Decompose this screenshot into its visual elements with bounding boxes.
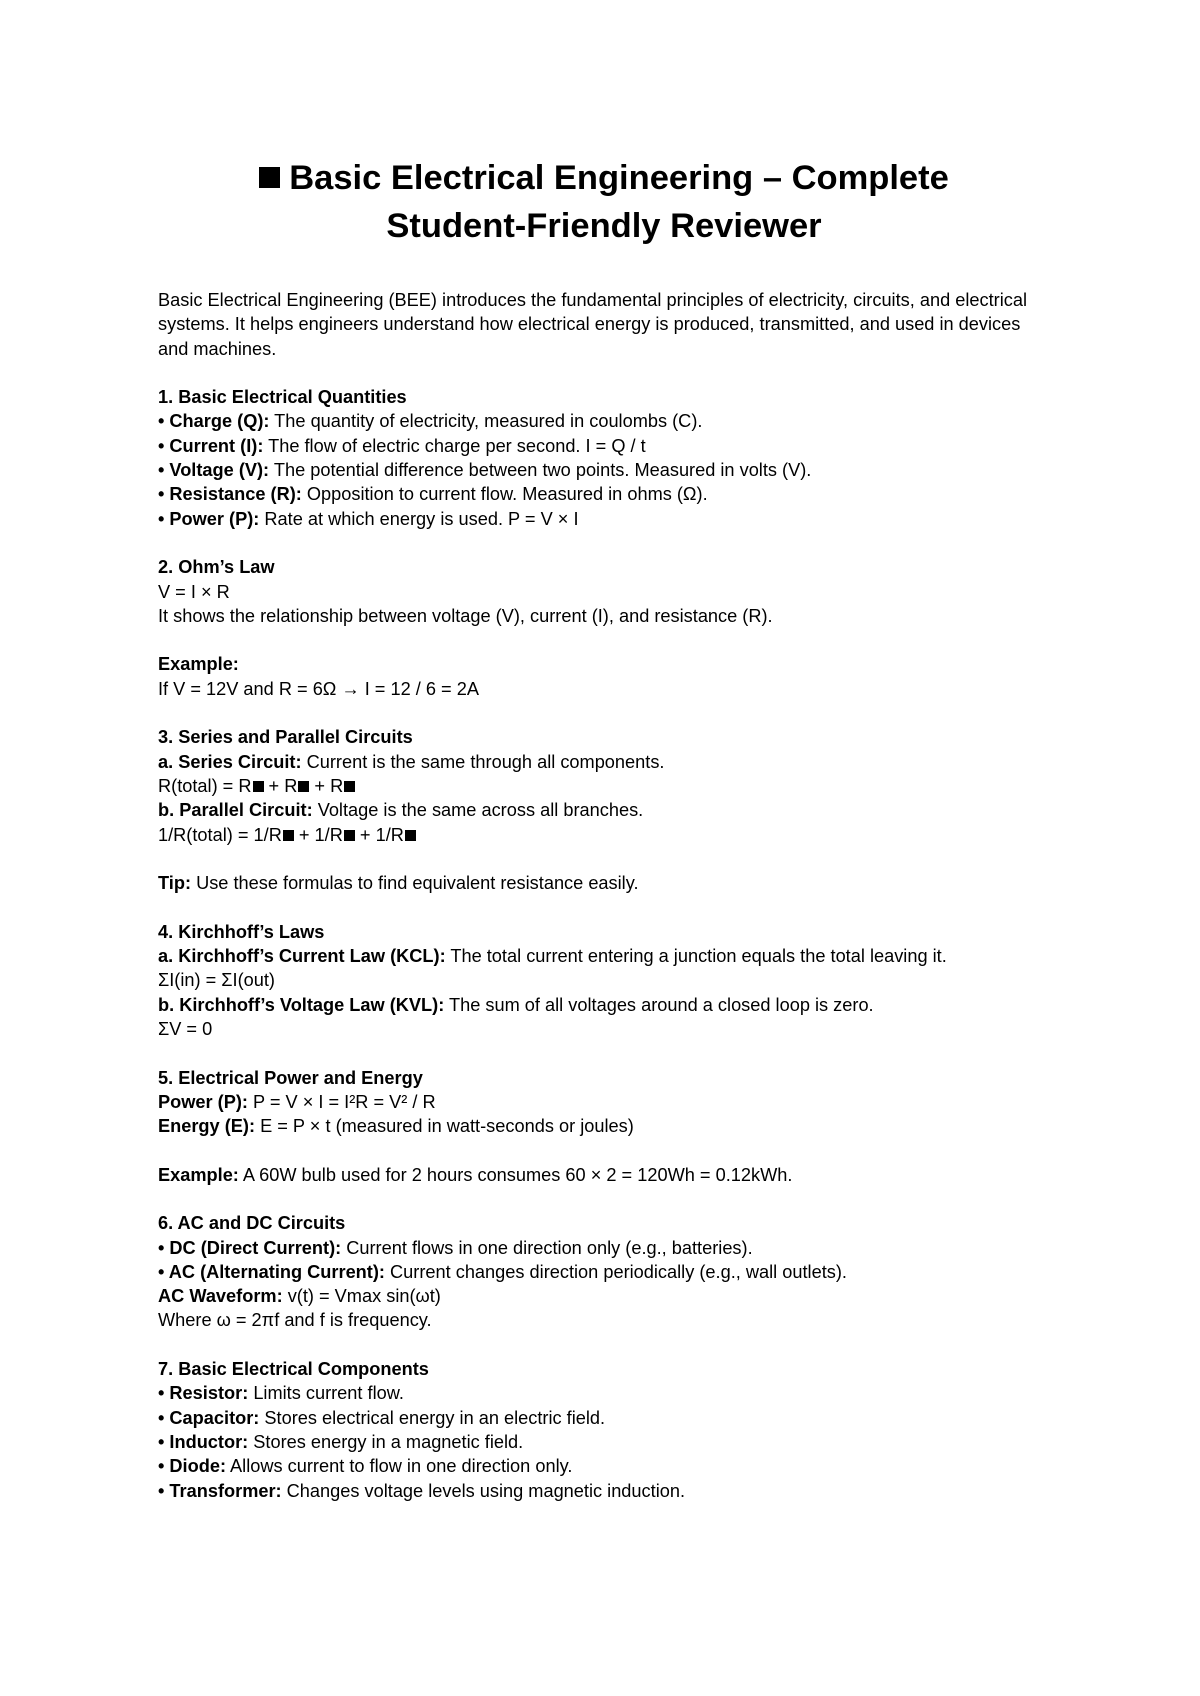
title-line-1 xyxy=(158,154,1050,202)
tip-line: Tip: Use these formulas to find equivalent resistance easily. xyxy=(158,873,639,894)
list-item-resistance: • Resistance (R): Opposition to current flow. Measured in ohms (Ω). xyxy=(158,484,708,505)
subscript-glyph-icon xyxy=(298,781,309,792)
list-item-current: • Current (I): The flow of electric charge per second. I = Q / t xyxy=(158,435,646,456)
example-label: Example: xyxy=(158,654,239,675)
list-item-dc: • DC (Direct Current): Current flows in one direction only (e.g., batteries). xyxy=(158,1237,753,1258)
list-item-charge: • Charge (Q): The quantity of electricity, measured in coulombs (C). xyxy=(158,411,703,432)
section-6-heading: 6. AC and DC Circuits xyxy=(158,1213,346,1234)
series-circuit-line: a. Series Circuit: Current is the same through all components. xyxy=(158,751,665,772)
list-item-inductor: • Inductor: Stores energy in a magnetic field. xyxy=(158,1431,524,1452)
list-item-diode: • Diode: Allows current to flow in one direction only. xyxy=(158,1456,573,1477)
list-item-power: • Power (P): Rate at which energy is used. P = V × I xyxy=(158,508,579,529)
subscript-glyph-icon xyxy=(405,830,416,841)
section-1-heading: 1. Basic Electrical Quantities xyxy=(158,387,407,408)
ac-waveform-line: AC Waveform: v(t) = Vmax sin(ωt) xyxy=(158,1286,441,1307)
parallel-circuit-line: b. Parallel Circuit: Voltage is the same across all branches. xyxy=(158,800,644,821)
section-2-heading: 2. Ohm’s Law xyxy=(158,557,275,578)
kcl-formula: ΣI(in) = ΣI(out) xyxy=(158,970,275,991)
list-item-capacitor: • Capacitor: Stores electrical energy in an electric field. xyxy=(158,1407,606,1428)
parallel-formula: 1/R(total) = 1/R + 1/R + 1/R xyxy=(158,823,1050,847)
subscript-glyph-icon xyxy=(344,830,355,841)
kcl-line: a. Kirchhoff’s Current Law (KCL): The total current entering a junction equals the total leaving it. xyxy=(158,946,947,967)
ohms-law-formula: V = I × R xyxy=(158,581,230,602)
ohms-law-description: It shows the relationship between voltage (V), current (I), and resistance (R). xyxy=(158,605,773,626)
power-example-line: Example: A 60W bulb used for 2 hours consumes 60 × 2 = 120Wh = 0.12kWh. xyxy=(158,1164,793,1185)
ohms-law-example: If V = 12V and R = 6Ω → I = 12 / 6 = 2A xyxy=(158,678,479,699)
document-body xyxy=(158,288,1050,1503)
power-formula-line: Power (P): P = V × I = I²R = V² / R xyxy=(158,1091,436,1112)
section-4-heading: 4. Kirchhoff’s Laws xyxy=(158,921,325,942)
title-square-bullet-icon xyxy=(259,167,280,188)
document-title xyxy=(158,154,1050,250)
list-item-ac: • AC (Alternating Current): Current changes direction periodically (e.g., wall outlets). xyxy=(158,1261,847,1282)
series-formula: R(total) = R + R + R xyxy=(158,774,1050,798)
section-5-heading: 5. Electrical Power and Energy xyxy=(158,1067,423,1088)
title-line-2: Student-Friendly Reviewer xyxy=(386,207,822,245)
subscript-glyph-icon xyxy=(283,830,294,841)
energy-formula-line: Energy (E): E = P × t (measured in watt-seconds or joules) xyxy=(158,1116,634,1137)
subscript-glyph-icon xyxy=(344,781,355,792)
section-3-heading: 3. Series and Parallel Circuits xyxy=(158,727,413,748)
ac-frequency-line: Where ω = 2πf and f is frequency. xyxy=(158,1310,432,1331)
kvl-line: b. Kirchhoff’s Voltage Law (KVL): The sum of all voltages around a closed loop is zero. xyxy=(158,994,874,1015)
section-7-heading: 7. Basic Electrical Components xyxy=(158,1359,429,1380)
list-item-transformer: • Transformer: Changes voltage levels using magnetic induction. xyxy=(158,1480,686,1501)
intro-paragraph: Basic Electrical Engineering (BEE) introduces the fundamental principles of electricity, circuits, and electrical systems. It helps engineers understand how electrical energy is produced, transmitted, and used in devices and machines. xyxy=(158,290,1028,359)
list-item-resistor: • Resistor: Limits current flow. xyxy=(158,1383,404,1404)
subscript-glyph-icon xyxy=(253,781,264,792)
kvl-formula: ΣV = 0 xyxy=(158,1018,213,1039)
title-text-1: Basic Electrical Engineering – Complete xyxy=(289,159,949,197)
list-item-voltage: • Voltage (V): The potential difference between two points. Measured in volts (V). xyxy=(158,460,812,481)
